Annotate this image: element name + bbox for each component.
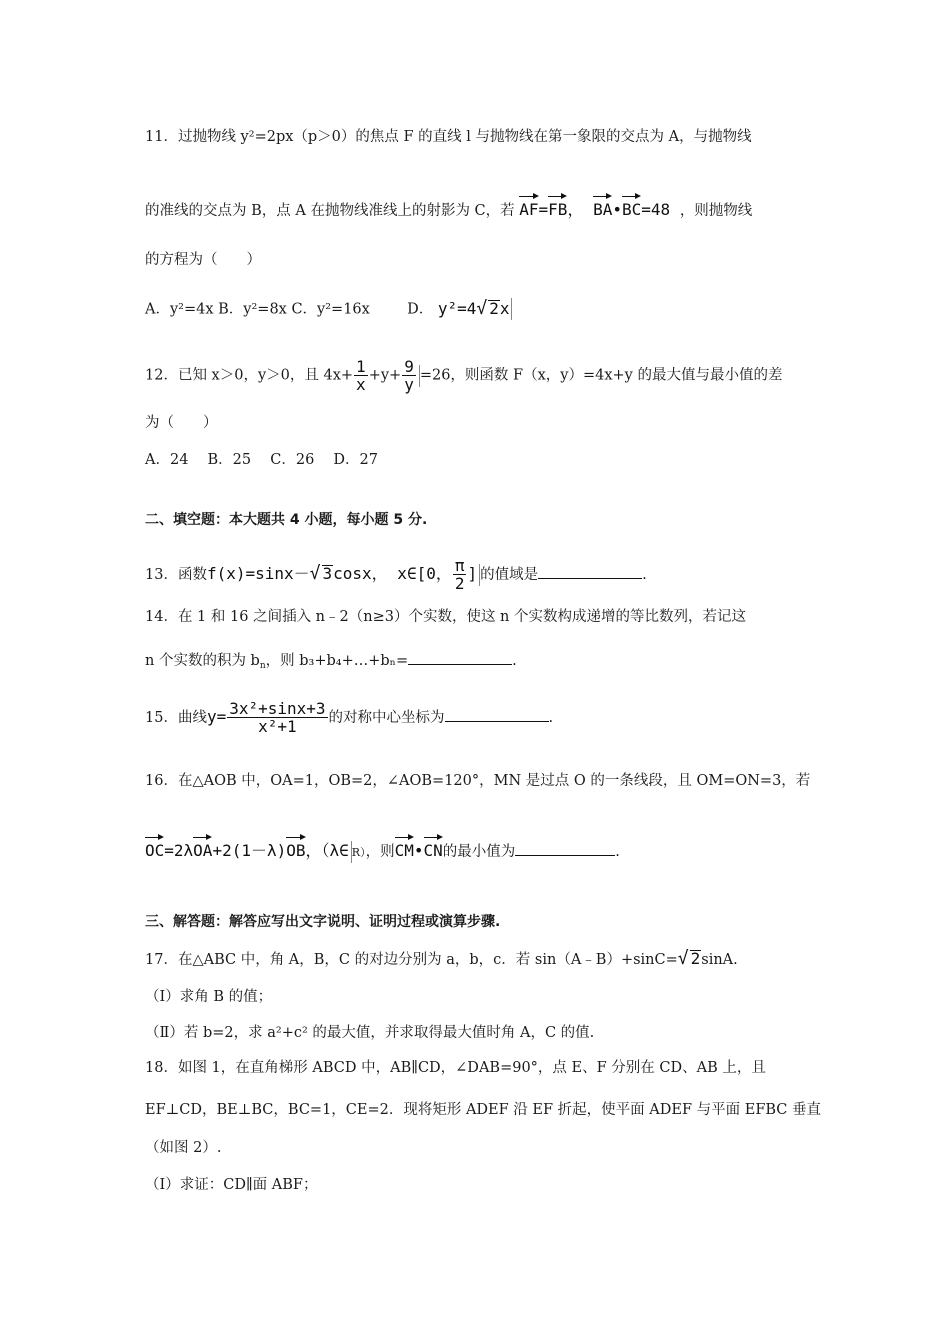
separator-bar <box>511 298 512 320</box>
section-2-heading <box>145 510 427 530</box>
period: . <box>512 653 517 669</box>
section-2-title: 二、填空题：本大题共 4 小题，每小题 5 分. <box>145 512 428 528</box>
q12-text-post: =26，则函数 F（x，y）=4x+y 的最大值与最小值的差 <box>419 367 783 384</box>
period: . <box>548 710 554 726</box>
q11-line-2 <box>145 194 752 221</box>
q11-options-abc: A．y²=4x B．y²=8x C．y²=16x <box>145 301 370 318</box>
period: . <box>642 567 647 583</box>
q12-options <box>145 450 378 470</box>
q17-text-1a: 17．在△ABC 中，角 A，B，C 的对边分别为 a，b，c．若 sin（A﹣B）+sinC= <box>145 952 678 968</box>
q12-text-2: 为（ ） <box>145 415 218 431</box>
func-part-1: f(x)=sinx－ <box>206 564 310 583</box>
value-48: =48 <box>641 200 671 219</box>
q13-text-post: 的值域是 <box>480 567 539 583</box>
q12-line-2 <box>145 413 218 433</box>
q18-line-1 <box>145 1058 766 1078</box>
q16-line-1 <box>145 771 810 791</box>
q17-part-1: （Ⅰ）求角 B 的值； <box>145 989 273 1005</box>
q12-text-mid: +y+ <box>368 367 402 384</box>
curve-lhs: y= <box>206 707 227 726</box>
radicand-3: 3 <box>322 564 333 583</box>
fraction-pi-over-2 <box>453 557 467 592</box>
q13-text-pre: 13．函数 <box>145 567 207 583</box>
frac-num: 1 <box>356 357 366 376</box>
option-d-lhs: y²=4 <box>437 298 477 318</box>
radicand-2: 2 <box>690 949 701 968</box>
q18-line-2 <box>145 1100 821 1120</box>
vector-af: AF <box>519 194 538 220</box>
q18-part-1: （Ⅰ）求证：CD∥面 ABF； <box>145 1177 318 1193</box>
q17-sqrt-2 <box>678 949 701 968</box>
q16-text-1: 16．在△AOB 中，OA=1，OB=2，∠AOB=120°，MN 是过点 O 的一条线段，且 OM=ON=3，若 <box>145 773 811 789</box>
q18-line-3 <box>145 1138 221 1158</box>
q18-text-1: 18．如图 1，在直角梯形 ABCD 中，AB∥CD，∠DAB=90°，点 E、F 分别在 CD、AB 上，且 <box>145 1060 766 1076</box>
option-d-radicand: 2 <box>489 298 499 318</box>
q11-vector-condition <box>519 200 680 219</box>
q16-vector-expression <box>145 841 349 860</box>
q13-function <box>206 556 478 593</box>
q11-text-3: 的方程为（ ） <box>145 252 261 268</box>
expr-part-a: =2λ <box>164 841 194 860</box>
q11-line-3 <box>145 250 261 270</box>
frac-den: y <box>404 375 414 394</box>
q13-line <box>145 557 647 592</box>
q11-options <box>145 298 512 320</box>
vector-ob: OB <box>286 835 305 861</box>
frac-den: x²+1 <box>258 717 297 736</box>
vector-fb: FB <box>548 194 567 220</box>
dot-operator: • <box>413 841 424 860</box>
q15-text-pre: 15．曲线 <box>145 710 207 726</box>
q11-text-2b: ，则抛物线 <box>679 203 753 219</box>
q16-dot-product <box>395 841 443 860</box>
answer-blank[interactable] <box>408 650 512 665</box>
sqrt-sign: √ <box>309 563 321 584</box>
comma: ， <box>567 200 584 219</box>
vector-oa: OA <box>193 835 212 861</box>
q17-line-3 <box>145 1023 594 1043</box>
vector-ba: BA <box>593 194 612 220</box>
answer-blank[interactable] <box>515 841 615 856</box>
vector-oc: OC <box>145 835 164 861</box>
q17-line-1 <box>145 949 738 970</box>
q15-text-post: 的对称中心坐标为 <box>328 710 445 726</box>
frac-num: 9 <box>404 357 414 376</box>
section-3-title: 三、解答题：解答应写出文字说明、证明过程或演算步骤. <box>145 914 501 930</box>
fraction-1-over-x <box>354 358 368 393</box>
vector-bc: BC <box>622 194 641 220</box>
q18-line-4 <box>145 1175 317 1195</box>
q15-line <box>145 700 553 735</box>
real-set-r: R） <box>351 846 366 859</box>
subscript-n: n <box>259 661 266 671</box>
expr-part-b: +2(1－λ) <box>212 841 287 860</box>
sqrt-sign: √ <box>677 948 689 969</box>
frac-den: 2 <box>454 574 465 593</box>
q11-text-2a: 的准线的交点为 B，点 A 在抛物线准线上的射影为 C，若 <box>145 203 515 219</box>
q17-text-1b: sinA. <box>701 952 738 968</box>
q15-curve <box>206 699 329 736</box>
section-3-heading <box>145 912 500 932</box>
frac-num: π <box>454 556 465 575</box>
sqrt-sign: √ <box>476 297 488 319</box>
q11-option-d-label: D． <box>407 301 434 318</box>
func-part-2: cosx， x∈[0， <box>333 564 452 583</box>
q14-text-2a: n 个实数的积为 b <box>145 653 260 669</box>
answer-blank[interactable] <box>445 707 549 722</box>
q14-text-1: 14．在 1 和 16 之间插入 n﹣2（n≥3）个实数，使这 n 个实数构成递增的等比数列，若记这 <box>145 609 747 625</box>
option-d-x: x <box>499 298 510 318</box>
q18-text-3: （如图 2）. <box>145 1140 222 1156</box>
q18-text-2: EF⊥CD，BE⊥BC，BC=1，CE=2．现将矩形 ADEF 沿 EF 折起，使平面 ADEF 与平面 EFBC 垂直 <box>145 1102 822 1118</box>
eq-sign: = <box>538 200 549 219</box>
frac-num: 3x²+sinx+3 <box>229 699 326 718</box>
vector-cn: CN <box>424 835 443 861</box>
q11-line-1 <box>145 127 752 147</box>
period: . <box>615 844 620 860</box>
q17-line-2 <box>145 987 272 1007</box>
curve-fraction <box>227 700 327 735</box>
q12-options-text: A．24 B．25 C．26 D．27 <box>145 452 378 468</box>
expr-part-c: ，（λ∈ <box>305 841 349 860</box>
q12-line-1 <box>145 358 782 393</box>
q14-text-2b: ，则 b₃+b₄+…+bₙ= <box>265 653 409 669</box>
q16-line-2 <box>145 835 620 863</box>
q11-option-d-math <box>438 299 513 318</box>
bracket-close: ] <box>467 564 478 583</box>
fraction-9-over-y <box>402 358 416 393</box>
q16-text-then: ，则 <box>365 844 395 860</box>
q16-text-post: 的最小值为 <box>442 844 516 860</box>
q17-part-2: （Ⅱ）若 b=2，求 a²+c² 的最大值，并求取得最大值时角 A，C 的值. <box>145 1025 595 1041</box>
q11-text-1: 11．过抛物线 y²=2px（p＞0）的焦点 F 的直线 l 与抛物线在第一象限的交点为 A，与抛物线 <box>145 129 752 145</box>
dot-operator: • <box>612 200 622 219</box>
vector-cm: CM <box>395 835 414 861</box>
q12-text-pre: 12．已知 x＞0，y＞0，且 4x+ <box>145 367 354 384</box>
answer-blank[interactable] <box>538 564 642 579</box>
q14-line-2 <box>145 650 517 671</box>
frac-den: x <box>356 375 366 394</box>
q14-line-1 <box>145 607 746 627</box>
